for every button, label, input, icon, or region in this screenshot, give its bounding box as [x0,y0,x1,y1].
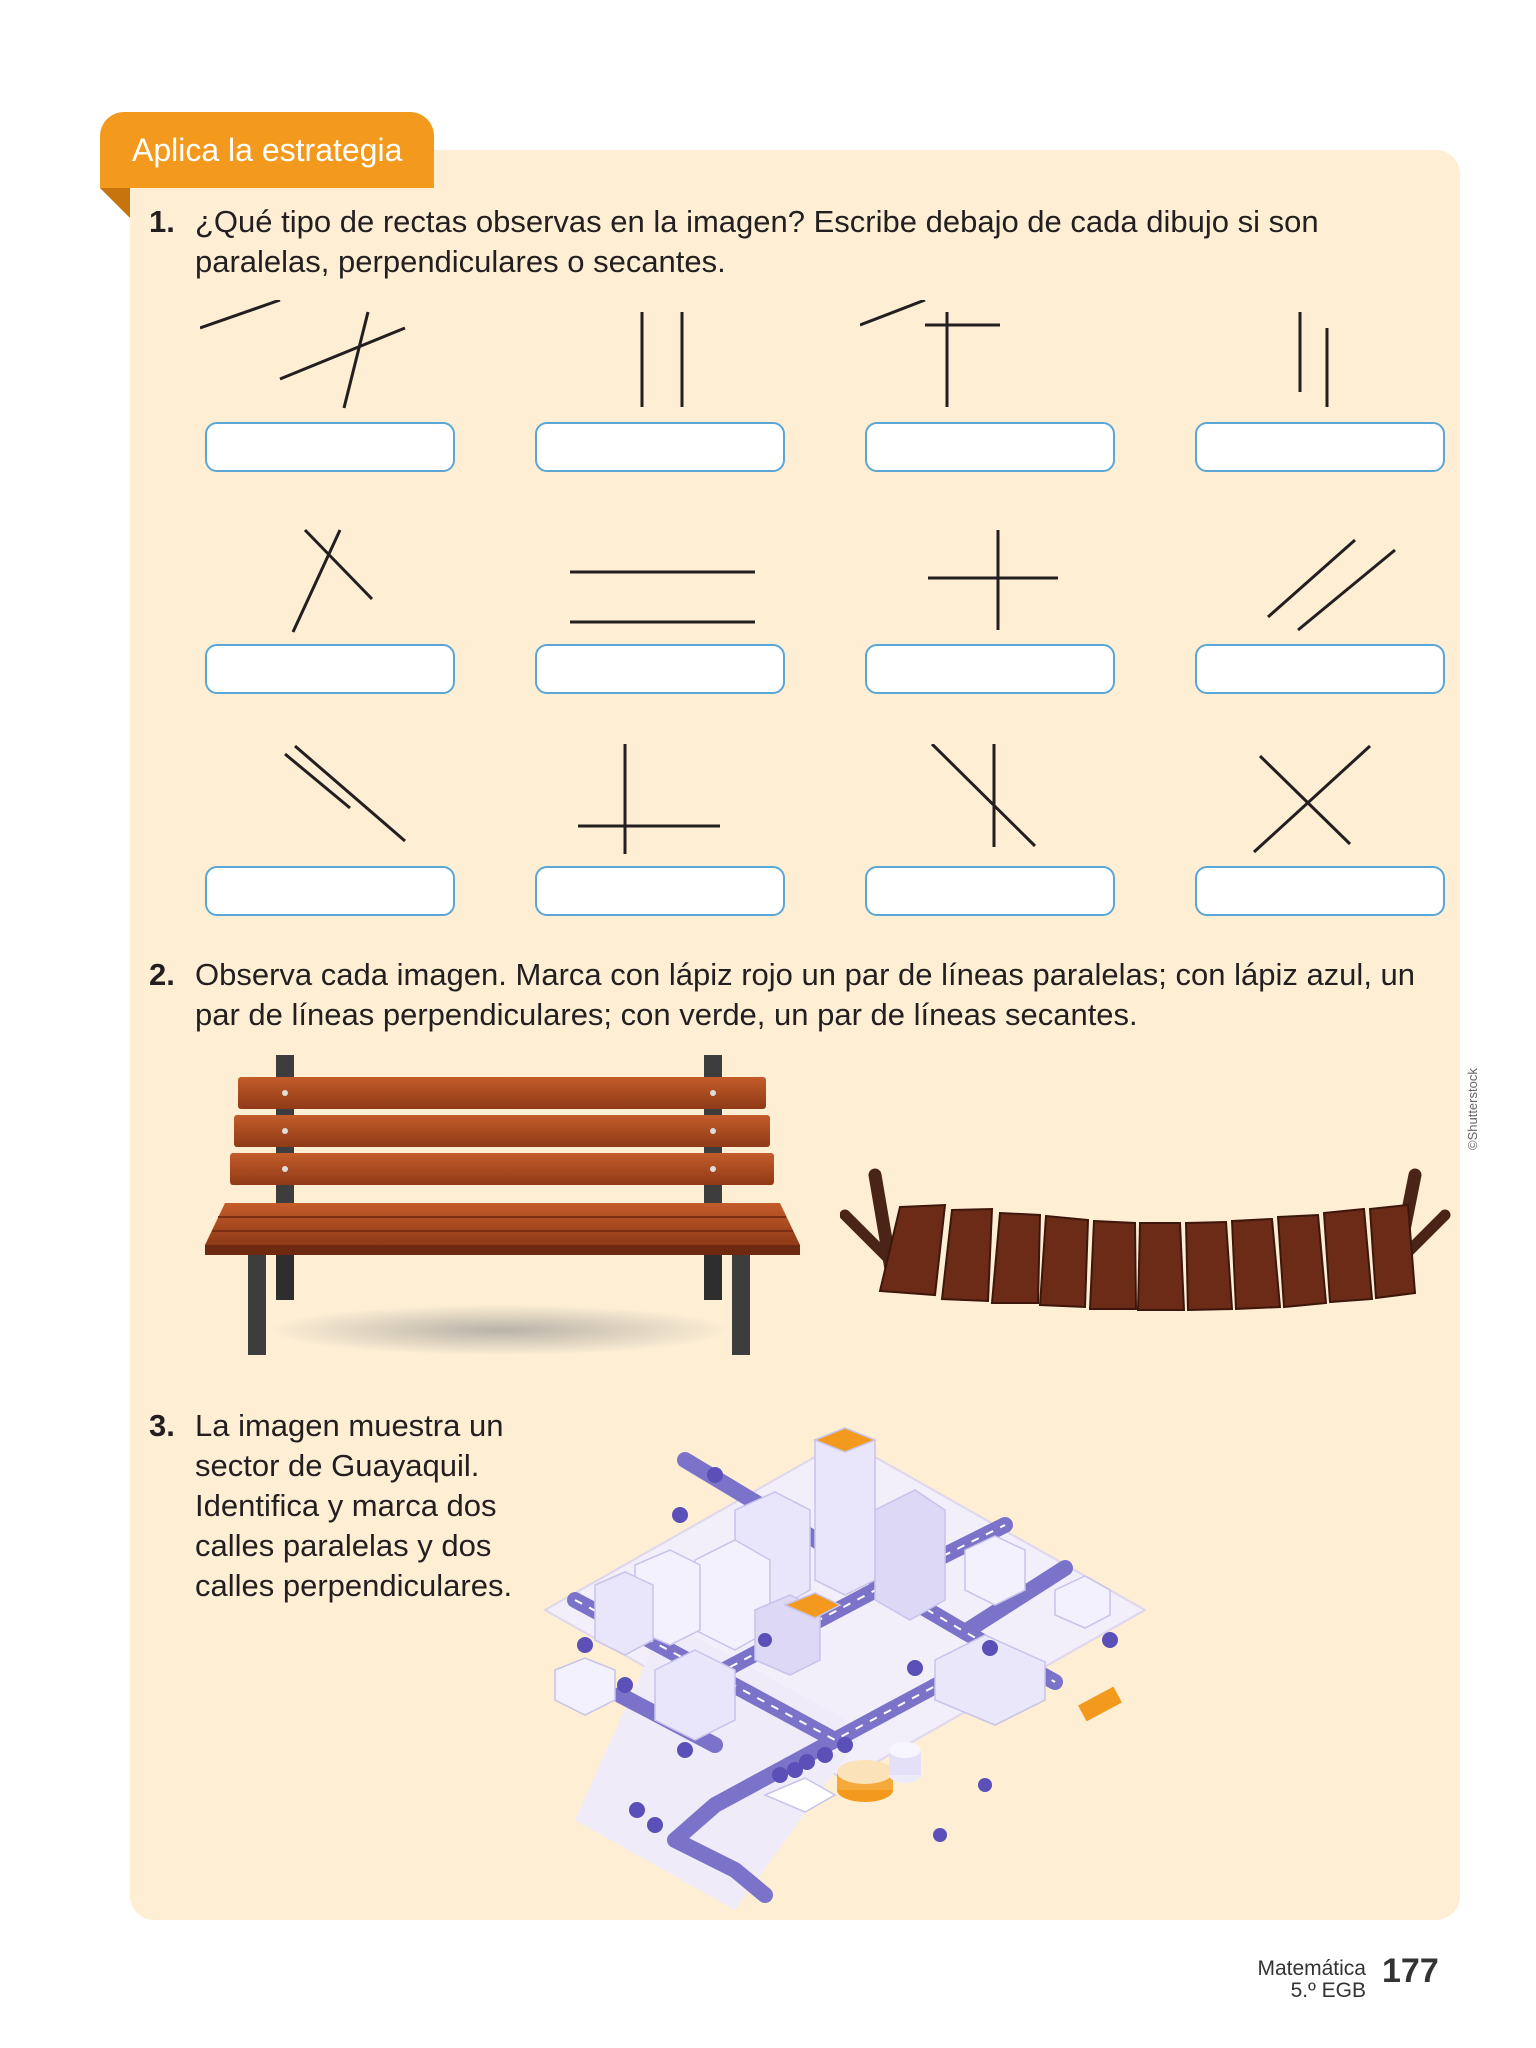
intersecting-lines-drawing [860,744,1115,864]
parallel-lines-drawing [1190,300,1445,420]
line-pair [1190,522,1445,687]
answer-box[interactable] [205,866,455,916]
perpendicular-lines-drawing [530,744,785,864]
question-2 [149,955,1455,1035]
line-pair [860,300,1115,465]
question-number: 1. [149,204,175,239]
answer-box[interactable] [1195,644,1445,694]
perpendicular-lines-drawing [860,300,1115,420]
perpendicular-lines-drawing [860,522,1115,642]
question-3 [149,1406,575,1606]
page-number: 177 [1382,1952,1439,1990]
parallel-lines-drawing [1190,522,1445,642]
question-number: 2. [149,957,175,992]
line-pair [200,300,455,465]
line-pair [200,744,455,909]
section-tab: Aplica la estrategia [100,112,434,188]
answer-box[interactable] [1195,866,1445,916]
answer-box[interactable] [205,422,455,472]
question-text: Observa cada imagen. Marca con lápiz rojo un par de líneas paralelas; con lápiz azul, un par de líneas perpendiculares; con verde, un par de líneas secantes. [195,957,1416,1032]
wooden-bridge-image [840,1165,1455,1325]
question-number: 3. [149,1408,175,1443]
question-text: La imagen muestra un sector de Guayaquil. Identifica y marca dos calles paralelas y dos calles perpendiculares. [195,1408,513,1603]
line-pair [860,744,1115,909]
answer-box[interactable] [535,866,785,916]
parallel-lines-drawing [530,300,785,420]
park-bench-image [200,1055,810,1365]
line-pair [530,300,785,465]
answer-box[interactable] [865,866,1115,916]
isometric-city-map-image [535,1400,1155,1920]
line-pair [530,744,785,909]
footer-grade: 5.º EGB [1290,1979,1366,2002]
tab-fold [100,188,130,218]
line-pair [860,522,1115,687]
answer-box[interactable] [535,644,785,694]
question-text: ¿Qué tipo de rectas observas en la imagen? Escribe debajo de cada dibujo si son paralelas, perpendiculares o secantes. [195,204,1319,279]
parallel-lines-drawing [200,744,455,864]
line-pair [1190,300,1445,465]
answer-box[interactable] [865,422,1115,472]
footer-subject-block [1257,1958,1366,2002]
intersecting-lines-drawing [200,522,455,642]
parallel-lines-drawing [530,522,785,642]
line-pair [200,522,455,687]
footer-subject: Matemática [1257,1957,1366,1980]
question-1 [149,202,1455,282]
answer-box[interactable] [865,644,1115,694]
answer-box[interactable] [1195,422,1445,472]
intersecting-lines-drawing [200,300,455,420]
intersecting-lines-drawing [1190,744,1445,864]
line-pair [1190,744,1445,909]
image-credit: ©Shutterstock [1465,1068,1480,1150]
answer-box[interactable] [205,644,455,694]
answer-box[interactable] [535,422,785,472]
line-pair [530,522,785,687]
